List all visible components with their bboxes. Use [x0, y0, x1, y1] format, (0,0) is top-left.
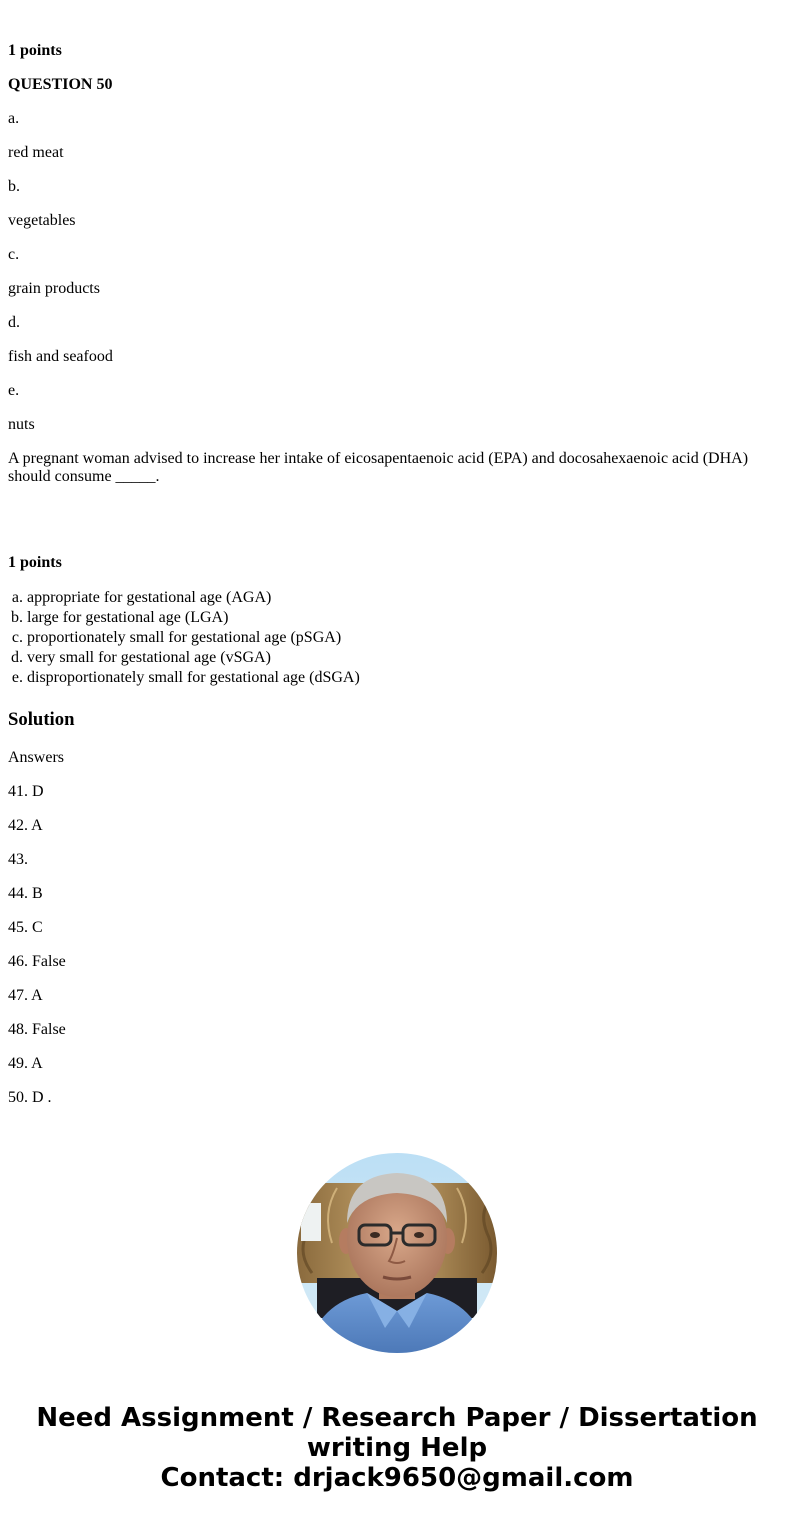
answer-item: 44. B — [8, 885, 43, 902]
solution-heading: Solution — [8, 709, 75, 730]
promo-contact: Contact: drjack9650@gmail.com — [160, 1463, 634, 1493]
table-row — [10, 629, 361, 647]
table-row — [10, 589, 361, 607]
table-row — [10, 669, 361, 687]
question-heading: QUESTION 50 — [8, 76, 113, 93]
option-letter: e. — [11, 669, 23, 686]
option-letter: c. — [11, 629, 23, 646]
answer-item: 45. C — [8, 919, 43, 936]
answer-item: 47. A — [8, 987, 43, 1004]
option-text: very small for gestational age (vSGA) — [27, 649, 271, 666]
option-letter-c: c. — [8, 246, 20, 263]
answer-item: 42. A — [8, 817, 43, 834]
question-points: 1 points — [8, 42, 62, 59]
option-letter-e: e. — [8, 382, 20, 399]
question-points-next: 1 points — [8, 554, 62, 571]
table-row — [10, 609, 361, 627]
answer-item: 41. D — [8, 783, 44, 800]
option-letter-d: d. — [8, 314, 20, 331]
option-text-d: fish and seafood — [8, 348, 113, 365]
person-portrait-icon — [297, 1153, 497, 1353]
option-text-c: grain products — [8, 280, 100, 297]
options-table — [8, 587, 363, 689]
answer-item: 48. False — [8, 1021, 66, 1038]
option-text: proportionately small for gestational age (pSGA) — [27, 629, 342, 646]
answers-label: Answers — [8, 749, 64, 766]
option-letter: d. — [11, 649, 23, 666]
answer-item: 43. — [8, 851, 28, 868]
answer-item: 46. False — [8, 953, 66, 970]
option-text: disproportionately small for gestational age (dSGA) — [27, 669, 360, 686]
answer-item: 50. D . — [8, 1089, 52, 1106]
promo-headline: Need Assignment / Research Paper / Dissertation writing Help — [36, 1403, 758, 1463]
option-text: large for gestational age (LGA) — [27, 609, 229, 626]
promo-banner — [0, 1403, 794, 1493]
option-letter-b: b. — [8, 178, 20, 195]
table-row — [10, 649, 361, 667]
option-text-b: vegetables — [8, 212, 76, 229]
option-text-e: nuts — [8, 416, 35, 433]
question-prompt: A pregnant woman advised to increase her intake of eicosapentaenoic acid (EPA) and docosahexaenoic acid (DHA) should consume _____. — [8, 450, 749, 485]
answer-item: 49. A — [8, 1055, 43, 1072]
option-text: appropriate for gestational age (AGA) — [27, 589, 272, 606]
option-letter-a: a. — [8, 110, 20, 127]
option-letter: b. — [11, 609, 23, 626]
author-avatar — [297, 1153, 497, 1353]
option-text-a: red meat — [8, 144, 64, 161]
option-letter: a. — [11, 589, 23, 606]
